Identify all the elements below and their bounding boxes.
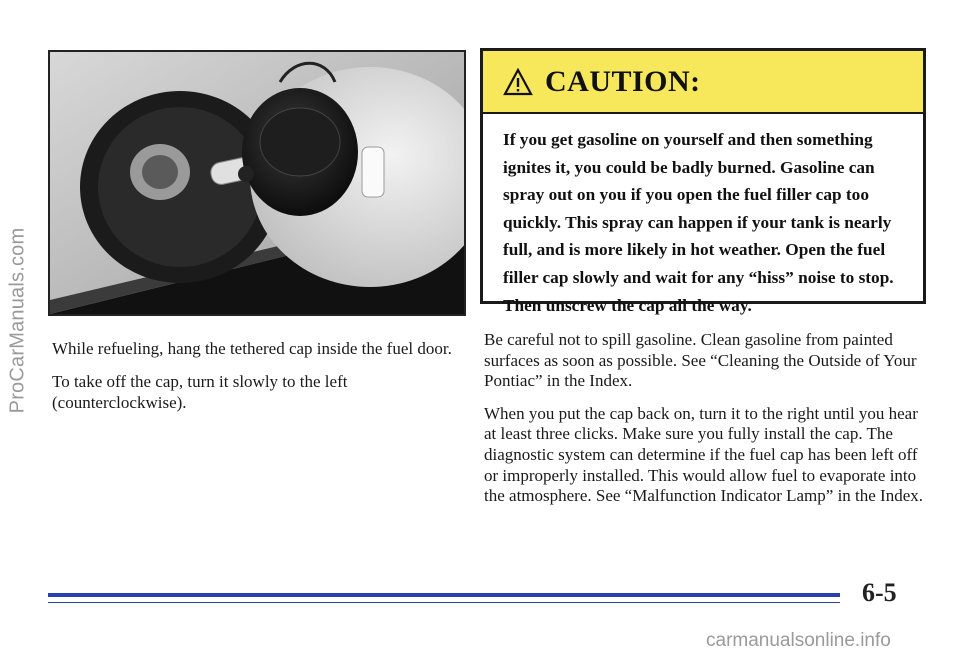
left-column	[52, 338, 462, 425]
caution-header	[483, 51, 923, 114]
fuel-door-illustration	[50, 52, 464, 314]
spill-paragraph: Be careful not to spill gasoline. Clean gasoline from painted surfaces as soon as possible. See “Cleaning the Outside of Your Pontiac” in the Index.	[484, 330, 917, 391]
footer-watermark: carmanualsonline.info	[706, 630, 891, 651]
right-column	[484, 330, 924, 519]
side-watermark-text: ProCarManuals.com	[6, 227, 29, 413]
side-watermark	[0, 40, 36, 600]
page-number: 6-5	[862, 578, 897, 607]
warning-triangle-icon	[503, 68, 533, 96]
caution-box	[480, 48, 926, 315]
fuel-door-photo	[48, 50, 466, 316]
footer-rule-thin	[48, 602, 840, 603]
remove-cap-paragraph: To take off the cap, turn it slowly to the left (counterclockwise).	[52, 372, 348, 412]
caution-title: CAUTION:	[545, 64, 701, 98]
footer-rule-thick	[48, 593, 840, 597]
caution-body: If you get gasoline on yourself and then something ignites it, you could be badly burned. Gasoline can spray out on you if you open the fuel filler cap too quickly. This spray can happen if your tank is nearly full, and is more likely in hot weather. Open the fuel filler cap slowly and wait for any “hiss” noise to stop. Then unscrew the cap all the way.	[503, 130, 894, 315]
refuel-paragraph: While refueling, hang the tethered cap inside the fuel door.	[52, 339, 452, 358]
install-cap-paragraph: When you put the cap back on, turn it to the right until you hear at least three clicks. Make sure you fully install the cap. The diagnostic system can determine if the fuel cap has been left off or improperly installed. This would allow fuel to evaporate into the atmosphere. See “Malfunction Indicator Lamp” in the Index.	[484, 403, 924, 506]
